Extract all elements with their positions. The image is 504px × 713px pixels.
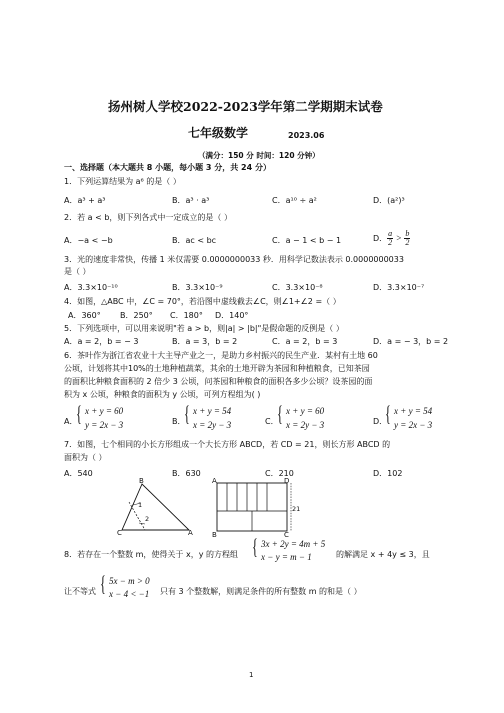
q6-option-b-eq1: x + y = 54	[193, 406, 232, 416]
q6-option-c-brace: {	[277, 401, 283, 426]
exam-date: 2023.06	[288, 131, 325, 140]
section-title: 一、选择题（本大题共 8 小题，每小题 3 分，共 24 分）	[64, 163, 271, 172]
q5-option-c: C．a = 2，b = 3	[272, 337, 338, 346]
q6-option-b-eq2: x = 2y − 3	[193, 420, 232, 430]
q4-fig-label-b: B	[139, 477, 144, 485]
q2-frac-right-num: b	[405, 229, 410, 238]
q7-option-a: A．540	[64, 469, 93, 478]
q6-option-b-label: B．	[172, 417, 186, 426]
q4-fig-label-a: A	[188, 529, 193, 537]
q8-eq2: x − y = m − 1	[261, 552, 312, 562]
q6-option-a-brace: {	[76, 401, 82, 426]
q4-fig-label-1: 1	[138, 501, 143, 509]
q5-stem: 5．下列选项中，可以用来说明"若 a > b，则|a| > |b|"是假命题的反例是（ ）	[64, 324, 344, 333]
q1-option-b: B．a³ · a³	[172, 196, 210, 205]
q1-option-d: D．(a²)³	[373, 196, 405, 205]
q2-frac-left-den: 2	[388, 238, 393, 247]
q7-fig-label-21: 21	[292, 505, 301, 513]
q2-frac-left-num: a	[388, 229, 393, 238]
q6-option-d-eq2: y = 2x − 3	[394, 420, 433, 430]
q7-option-d: D．102	[373, 469, 403, 478]
q6-option-d-label: D．	[373, 417, 388, 426]
q7-option-c: C．210	[265, 469, 294, 478]
q6-option-d-eq1: x + y = 54	[394, 406, 433, 416]
q6-option-c-eq1: x + y = 60	[286, 406, 325, 416]
q3-option-d: D．3.3×10⁻⁷	[373, 283, 425, 292]
q4-fig-label-c: C	[117, 529, 122, 537]
q6-option-a-eq2: y = 2x − 3	[85, 420, 124, 430]
q4-stem: 4．如图，△ABC 中，∠C = 70°，若沿图中虚线截去∠C，则∠1+∠2 =（ ）	[64, 297, 341, 306]
q2-frac-right	[404, 230, 410, 247]
exam-title: 扬州树人学校2022-2023学年第二学期期末试卷	[108, 99, 383, 114]
exam-info: （满分：150 分 时间：120 分钟）	[198, 151, 320, 160]
q6-line2: 公顷，计划将其中10%的土地种植蔬菜，其余的土地开辟为茶园和种植粮食，已知茶园	[64, 364, 370, 373]
q4-option-c: C．180°	[170, 311, 203, 320]
q2-option-c: C．a − 1 < b − 1	[272, 236, 342, 245]
q8-stem-c: 让不等式	[64, 587, 96, 596]
q3-option-c: C．3.3×10⁻⁸	[272, 283, 323, 292]
q8-ineq2: x − 4 < −1	[109, 589, 150, 599]
q8-eq1: 3x + 2y = 4m + 5	[261, 539, 326, 549]
q7-stem-line1: 7．如图，七个相同的小长方形组成一个大长方形 ABCD，若 CD = 21，则长方形 ABCD 的	[64, 440, 391, 449]
q8-system-brace: {	[252, 534, 258, 559]
q4-option-b: B．250°	[120, 311, 153, 320]
q7-fig-label-b: B	[212, 531, 217, 539]
q3-option-a: A．3.3×10⁻¹⁰	[64, 283, 118, 292]
q8-stem-b: 的解满足 x + 4y ≤ 3，且	[336, 550, 430, 559]
q4-option-a: A．360°	[68, 311, 101, 320]
q2-option-b: B．ac < bc	[172, 236, 217, 245]
q6-option-a-label: A．	[64, 417, 78, 426]
q1-option-a: A．a³ + a³	[64, 196, 106, 205]
q2-frac-left	[387, 230, 393, 247]
q1-stem: 1．下列运算结果为 a⁶ 的是（ ）	[64, 177, 181, 186]
q6-option-d-brace: {	[385, 401, 391, 426]
q6-line3: 的面积比种粮食面积的 2 倍少 3 公顷，问茶园和种粮食的面积各多少公顷？设茶园的面	[64, 377, 373, 386]
exam-subject: 七年级数学	[188, 126, 249, 140]
page-number: 1	[249, 671, 254, 679]
q6-option-b-brace: {	[184, 401, 190, 426]
q2-option-d-label: D．	[373, 234, 388, 243]
q8-stem-a: 8．若存在一个整数 m，使得关于 x，y 的方程组	[64, 550, 238, 559]
q8-stem-d: 只有 3 个整数解，则满足条件的所有整数 m 的和是（ ）	[160, 587, 362, 596]
q7-fig-label-c: C	[284, 531, 289, 539]
q4-fig-label-2: 2	[145, 515, 150, 523]
q4-option-d: D．140°	[215, 311, 249, 320]
q8-ineq-brace: {	[100, 571, 106, 596]
q6-option-a-eq1: x + y = 60	[85, 406, 124, 416]
q1-option-c: C．a¹⁰ ÷ a²	[272, 196, 317, 205]
q7-option-b: B．630	[172, 469, 201, 478]
q2-stem: 2．若 a < b，则下列各式中一定成立的是（ ）	[64, 213, 232, 222]
q6-line1: 6．茶叶作为浙江省农业十大主导产业之一，是助力乡村振兴的民生产业．某村有土地 60	[64, 351, 378, 360]
q3-stem-line2: 是（ ）	[64, 267, 91, 276]
q7-stem-line2: 面积为（ ）	[64, 453, 107, 462]
q6-line4: 积为 x 公顷，种粮食的面积为 y 公顷，可列方程组为( )	[64, 390, 261, 399]
q5-option-d: D．a = − 3，b = 2	[373, 337, 449, 346]
q8-ineq1: 5x − m > 0	[109, 576, 150, 586]
q2-option-d	[373, 230, 410, 247]
q7-fig-label-a: A	[212, 477, 217, 485]
q6-option-c-eq2: x = 2y − 3	[286, 420, 325, 430]
q7-fig-label-d: D	[284, 477, 290, 485]
q2-frac-right-den: 2	[405, 238, 410, 247]
q5-option-b: B．a = 3，b = 2	[172, 337, 238, 346]
q3-option-b: B．3.3×10⁻⁹	[172, 283, 223, 292]
q2-frac-op: >	[395, 233, 402, 243]
q5-option-a: A．a = 2，b = − 3	[64, 337, 139, 346]
q3-stem-line1: 3．光的速度非常快，传播 1 米仅需要 0.0000000033 秒．用科学记数法表示 0.0000000033	[64, 255, 404, 264]
q6-option-c-label: C．	[265, 417, 279, 426]
q2-option-a: A．−a < −b	[64, 236, 113, 245]
